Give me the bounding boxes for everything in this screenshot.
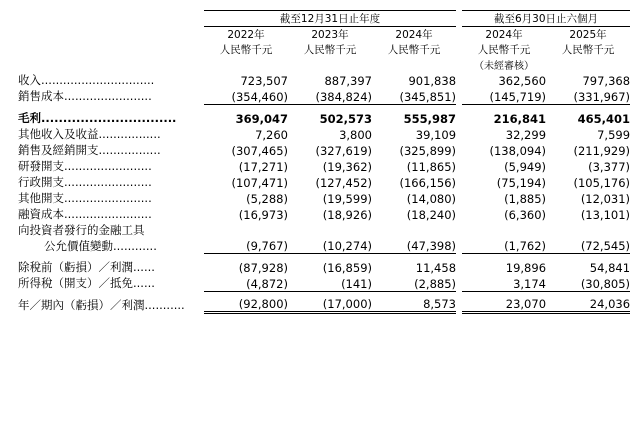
row-value: (3,377) xyxy=(588,159,631,174)
header-subnote-2025-interim xyxy=(546,57,630,72)
header-year-2025-interim: 2025年 xyxy=(569,29,607,41)
row-value: 465,401 xyxy=(577,111,631,126)
row-value: (16,859) xyxy=(322,261,372,275)
row-value: (138,094) xyxy=(489,143,547,158)
row-value: (72,545) xyxy=(546,238,630,254)
row-value: 54,841 xyxy=(589,261,631,275)
row-value: (331,967) xyxy=(546,88,630,104)
row-value: (9,767) xyxy=(204,238,288,254)
row-label: 所得稅（開支）／抵免...... xyxy=(18,276,155,290)
row-value: (12,031) xyxy=(580,191,631,206)
row-value: (87,928) xyxy=(238,261,288,275)
row-value: (17,271) xyxy=(238,159,288,174)
row-value: 8,573 xyxy=(372,297,456,313)
row-label: 向投資者發行的金融工具 xyxy=(18,222,145,237)
table-body xyxy=(18,72,630,313)
row-label: 其他收入及收益................. xyxy=(18,126,161,141)
row-value: (13,101) xyxy=(580,207,631,222)
row-value: (47,398) xyxy=(372,238,456,254)
table-row xyxy=(18,238,630,254)
row-value: (345,851) xyxy=(372,88,456,104)
header-subnote-spacer xyxy=(18,57,204,72)
table-row xyxy=(18,72,630,88)
header-subnote-row xyxy=(18,57,630,72)
row-value: (325,899) xyxy=(399,143,457,158)
table-header xyxy=(18,11,630,73)
row-value: (17,000) xyxy=(288,297,372,313)
header-subnote-2023 xyxy=(288,57,372,72)
header-unit-2024-interim: 人民幣千元 xyxy=(477,44,531,56)
row-value: (105,176) xyxy=(573,175,631,190)
table-row xyxy=(18,88,630,104)
row-value: (307,465) xyxy=(231,143,288,158)
row-value: 555,987 xyxy=(403,111,457,126)
row-value: (14,080) xyxy=(406,191,457,206)
table-row xyxy=(18,222,630,238)
table-row xyxy=(18,275,630,291)
header-group-interim: 截至6月30日止六個月 xyxy=(462,11,630,27)
header-year-spacer xyxy=(18,27,204,43)
row-value: (5,288) xyxy=(246,191,288,206)
header-unit-row xyxy=(18,42,630,57)
row-value: (145,719) xyxy=(462,88,546,104)
row-value: (19,362) xyxy=(322,159,372,174)
row-value: 3,174 xyxy=(462,275,546,291)
table-row xyxy=(18,174,630,190)
row-label: 收入............................... xyxy=(18,73,155,87)
row-value: (107,471) xyxy=(231,175,288,190)
row-value: (354,460) xyxy=(204,88,288,104)
row-value: 19,896 xyxy=(505,261,547,275)
row-value: 3,800 xyxy=(339,127,372,142)
row-label: 年／期內（虧損）／利潤........... xyxy=(18,297,185,312)
row-value: (4,872) xyxy=(204,275,288,291)
row-value: 32,299 xyxy=(505,127,547,142)
table-row xyxy=(18,206,630,222)
row-label: 其他開支........................ xyxy=(18,190,152,205)
row-value: 502,573 xyxy=(319,111,372,126)
header-year-2024: 2024年 xyxy=(395,29,433,41)
header-year-row xyxy=(18,27,630,43)
header-unit-2023: 人民幣千元 xyxy=(303,44,357,56)
row-value xyxy=(204,222,288,238)
row-value: (18,240) xyxy=(406,207,457,222)
header-subnote-unaudited: （未經審核） xyxy=(474,61,535,72)
row-value: (127,452) xyxy=(315,175,372,190)
row-value: 723,507 xyxy=(240,74,288,88)
row-value xyxy=(372,222,456,238)
row-value: (11,865) xyxy=(406,159,457,174)
row-label: 銷售及經銷開支................. xyxy=(18,142,161,157)
table-row xyxy=(18,297,630,313)
row-label: 毛利............................... xyxy=(18,110,177,125)
header-year-2024-interim: 2024年 xyxy=(485,29,523,41)
financial-statement-page xyxy=(0,10,640,422)
header-subnote-2024 xyxy=(372,57,456,72)
row-value: 216,841 xyxy=(493,111,547,126)
row-value: (19,599) xyxy=(322,191,372,206)
row-value: (5,949) xyxy=(504,159,547,174)
header-group-row xyxy=(18,11,630,27)
row-value: (1,885) xyxy=(504,191,547,206)
header-group-annual: 截至12月31日止年度 xyxy=(204,11,456,27)
row-value: (141) xyxy=(288,275,372,291)
row-value: (16,973) xyxy=(238,207,288,222)
header-year-2022: 2022年 xyxy=(227,29,265,41)
row-value xyxy=(288,222,372,238)
row-value: 887,397 xyxy=(324,74,372,88)
table-row xyxy=(18,142,630,158)
header-unit-2024: 人民幣千元 xyxy=(387,44,441,56)
table-row xyxy=(18,158,630,174)
row-value: 11,458 xyxy=(415,261,457,275)
row-value: (75,194) xyxy=(496,175,547,190)
header-unit-spacer xyxy=(18,42,204,57)
row-value: (384,824) xyxy=(288,88,372,104)
row-label: 行政開支........................ xyxy=(18,174,152,189)
row-value: (166,156) xyxy=(399,175,457,190)
row-value: (18,926) xyxy=(322,207,372,222)
row-value: 797,368 xyxy=(582,74,631,88)
row-value: (211,929) xyxy=(573,143,631,158)
row-value: (1,762) xyxy=(462,238,546,254)
row-value: (327,619) xyxy=(315,143,372,158)
row-value xyxy=(462,222,546,238)
header-year-2023: 2023年 xyxy=(311,29,349,41)
table-row xyxy=(18,190,630,206)
row-value: 369,047 xyxy=(235,111,288,126)
header-unit-2025-interim: 人民幣千元 xyxy=(561,44,615,56)
row-value: (92,800) xyxy=(204,297,288,313)
row-value: 24,036 xyxy=(546,297,630,313)
header-group-spacer xyxy=(18,11,204,27)
row-value: 23,070 xyxy=(462,297,546,313)
row-label: 融資成本........................ xyxy=(18,206,152,221)
row-value: (30,805) xyxy=(546,275,630,291)
row-value: 901,838 xyxy=(408,74,457,88)
table-row xyxy=(18,126,630,142)
table-row xyxy=(18,110,630,126)
row-label: 研發開支........................ xyxy=(18,158,152,173)
row-value: 39,109 xyxy=(415,127,457,142)
income-statement-table xyxy=(18,10,630,314)
header-unit-2022: 人民幣千元 xyxy=(219,44,273,56)
row-value: (6,360) xyxy=(504,207,547,222)
row-value: 7,260 xyxy=(255,127,288,142)
row-value: 7,599 xyxy=(597,127,631,142)
row-label: 銷售成本........................ xyxy=(18,89,152,103)
row-label: 公允價值變動............ xyxy=(44,238,157,253)
row-value xyxy=(546,222,630,238)
header-subnote-2022 xyxy=(204,57,288,72)
row-value: (10,274) xyxy=(288,238,372,254)
row-label: 除稅前（虧損）／利潤...... xyxy=(18,260,155,274)
row-value: 362,560 xyxy=(498,74,547,88)
row-value: (2,885) xyxy=(372,275,456,291)
table-row xyxy=(18,259,630,275)
